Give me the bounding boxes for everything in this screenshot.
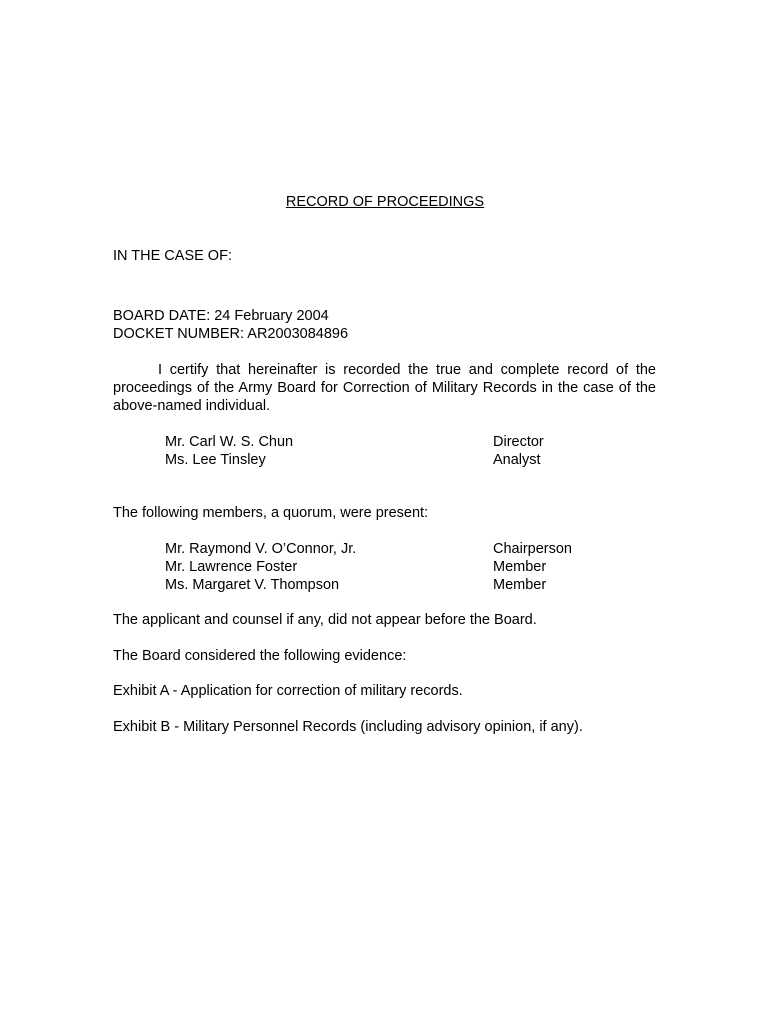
- member-role: Member: [493, 559, 547, 575]
- appearance-statement: The applicant and counsel if any, did not appear before the Board.: [113, 612, 537, 628]
- staff-name: Ms. Lee Tinsley: [165, 452, 266, 468]
- member-name: Mr. Lawrence Foster: [165, 559, 298, 575]
- certification-paragraph: I certify that hereinafter is recorded the true and complete record of the proceedings of the Army Board for Correction of Military Records in the case of the above-named individual.: [113, 362, 656, 414]
- member-name: Mr. Raymond V. O’Connor, Jr.: [165, 541, 357, 557]
- docket-number: DOCKET NUMBER: AR2003084896: [113, 326, 349, 342]
- case-label: IN THE CASE OF:: [113, 248, 232, 264]
- exhibit-b: Exhibit B - Military Personnel Records (including advisory opinion, if any).: [113, 719, 583, 735]
- staff-name: Mr. Carl W. S. Chun: [165, 434, 294, 450]
- staff-role: Analyst: [493, 452, 541, 468]
- quorum-statement: The following members, a quorum, were present:: [113, 505, 429, 521]
- staff-role: Director: [493, 434, 544, 450]
- member-role: Chairperson: [493, 541, 572, 557]
- evidence-intro: The Board considered the following evidence:: [113, 648, 407, 664]
- document-title: RECORD OF PROCEEDINGS: [285, 194, 485, 210]
- board-date: BOARD DATE: 24 February 2004: [113, 308, 329, 324]
- member-role: Member: [493, 577, 547, 593]
- member-name: Ms. Margaret V. Thompson: [165, 577, 340, 593]
- exhibit-a: Exhibit A - Application for correction of military records.: [113, 683, 463, 699]
